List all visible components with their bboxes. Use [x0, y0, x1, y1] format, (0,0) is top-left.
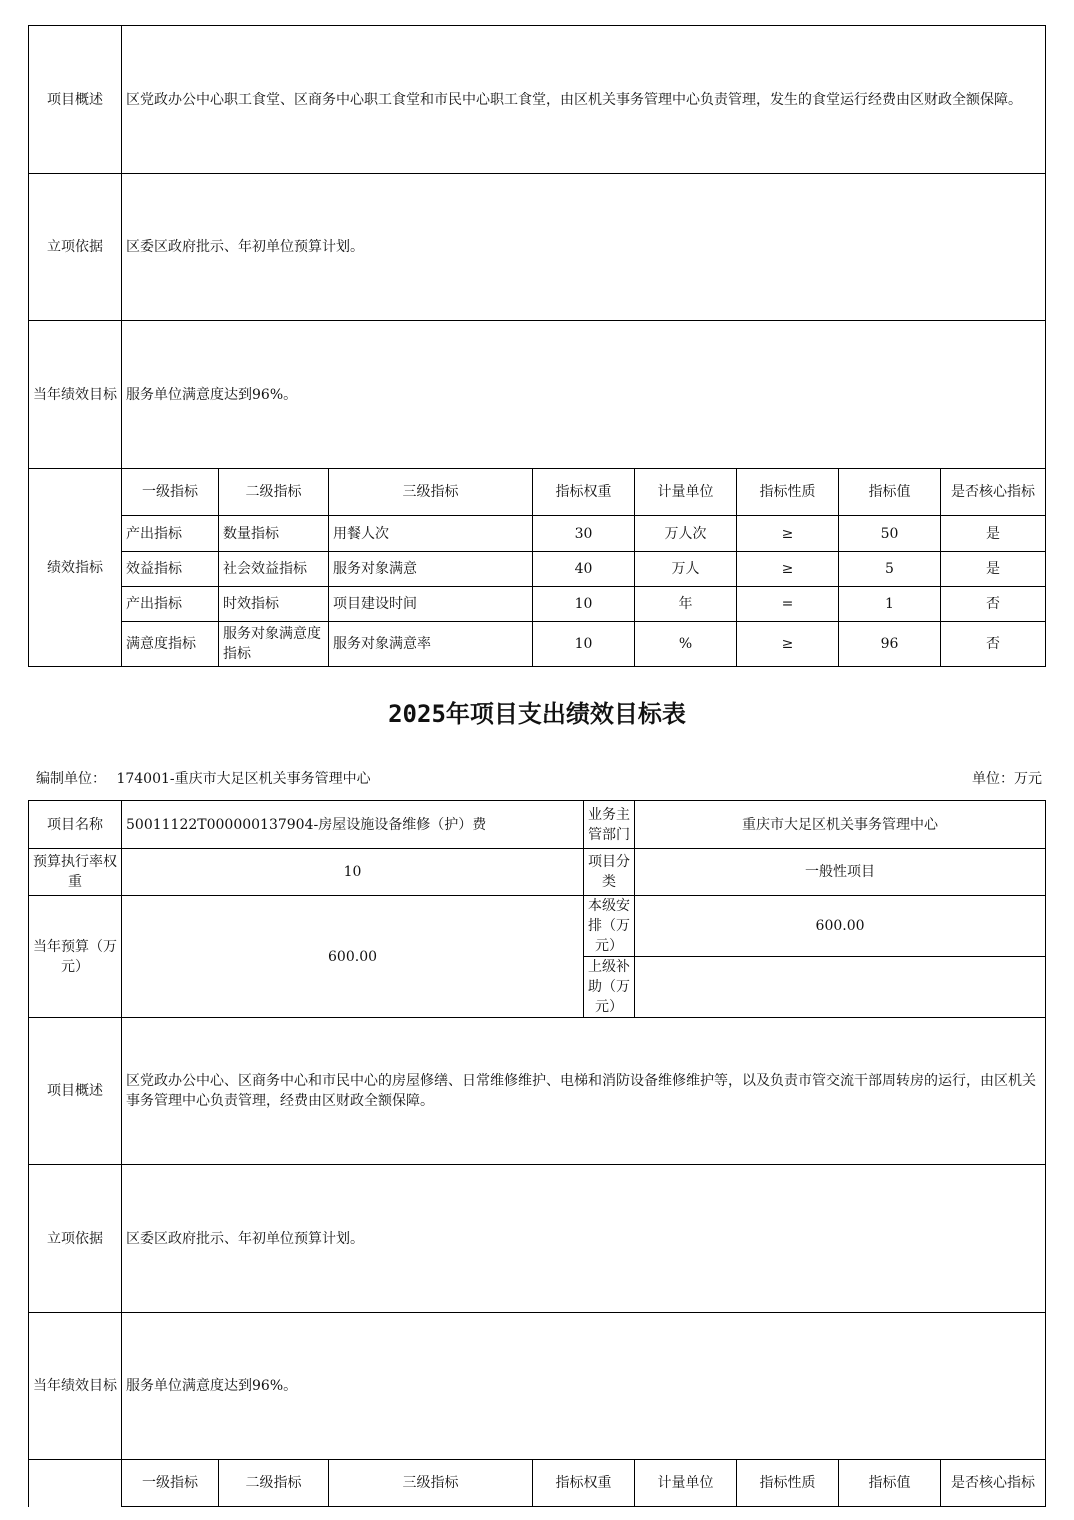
table-cell: 40	[533, 552, 635, 587]
header-cell: 指标性质	[737, 1460, 839, 1507]
table-cell: 服务对象满意	[329, 552, 533, 587]
goal-text: 服务单位满意度达到96%。	[122, 1313, 1046, 1460]
table-cell: 服务对象满意率	[329, 622, 533, 667]
table-cell: 产出指标	[122, 587, 219, 622]
table-cell: 产出指标	[122, 516, 219, 552]
table-cell: 数量指标	[219, 516, 329, 552]
compile-unit-label: 编制单位：	[36, 771, 106, 787]
header-cell: 指标值	[839, 469, 941, 516]
table-cell: 30	[533, 516, 635, 552]
header-cell: 三级指标	[329, 469, 533, 516]
header-cell: 指标权重	[533, 1460, 635, 1507]
indicators-label: 绩效指标	[29, 469, 122, 667]
upper-label: 上级补助（万元）	[584, 957, 635, 1018]
header-cell: 计量单位	[635, 1460, 737, 1507]
header-cell: 指标性质	[737, 469, 839, 516]
exec-weight-label: 预算执行率权重	[29, 849, 122, 896]
table-cell: 效益指标	[122, 552, 219, 587]
table-cell: ≥	[737, 552, 839, 587]
local-value: 600.00	[635, 896, 1046, 957]
table-cell: %	[635, 622, 737, 667]
upper-value	[635, 957, 1046, 1018]
table-cell: 服务对象满意度指标	[219, 622, 329, 667]
overview-label: 项目概述	[29, 26, 122, 174]
overview-text: 区党政办公中心职工食堂、区商务中心职工食堂和市民中心职工食堂，由区机关事务管理中心负责管理，发生的食堂运行经费由区财政全额保障。	[122, 26, 1046, 174]
budget-label: 当年预算（万元）	[29, 896, 122, 1018]
table-cell: ≥	[737, 516, 839, 552]
header-cell: 是否核心指标	[941, 1460, 1046, 1507]
header-cell: 计量单位	[635, 469, 737, 516]
header-cell: 一级指标	[122, 1460, 219, 1507]
name-label: 项目名称	[29, 801, 122, 849]
unit-line	[36, 768, 1042, 788]
table-block2	[28, 800, 1046, 1507]
table-cell: 是	[941, 552, 1046, 587]
table-cell: 50	[839, 516, 941, 552]
header-cell: 三级指标	[329, 1460, 533, 1507]
table-cell: 10	[533, 622, 635, 667]
table-cell: 年	[635, 587, 737, 622]
table-cell: 否	[941, 622, 1046, 667]
category-value: 一般性项目	[635, 849, 1046, 896]
header-cell: 二级指标	[219, 469, 329, 516]
goal-text: 服务单位满意度达到96%。	[122, 321, 1046, 469]
table-cell: 社会效益指标	[219, 552, 329, 587]
basis-label: 立项依据	[29, 1165, 122, 1313]
table-cell: 是	[941, 516, 1046, 552]
budget-value: 600.00	[122, 896, 584, 1018]
overview-text: 区党政办公中心、区商务中心和市民中心的房屋修缮、日常维修维护、电梯和消防设备维修维护等，以及负责市管交流干部周转房的运行，由区机关事务管理中心负责管理，经费由区财政全额保障。	[122, 1018, 1046, 1165]
category-label: 项目分类	[584, 849, 635, 896]
header-cell: 指标值	[839, 1460, 941, 1507]
goal-label: 当年绩效目标	[29, 1313, 122, 1460]
name-value: 50011122T000000137904-房屋设施设备维修（护）费	[122, 801, 584, 849]
table-cell: 96	[839, 622, 941, 667]
table-block1	[28, 25, 1046, 667]
goal-label: 当年绩效目标	[29, 321, 122, 469]
header-cell: 一级指标	[122, 469, 219, 516]
basis-text: 区委区政府批示、年初单位预算计划。	[122, 1165, 1046, 1313]
table-cell: 万人	[635, 552, 737, 587]
header-cell: 二级指标	[219, 1460, 329, 1507]
compile-unit-value: 174001-重庆市大足区机关事务管理中心	[116, 771, 371, 787]
unit-note: 单位：万元	[972, 771, 1042, 787]
table-cell: 否	[941, 587, 1046, 622]
table-cell: 万人次	[635, 516, 737, 552]
dept-value: 重庆市大足区机关事务管理中心	[635, 801, 1046, 849]
basis-text: 区委区政府批示、年初单位预算计划。	[122, 174, 1046, 321]
table-cell: 5	[839, 552, 941, 587]
basis-label: 立项依据	[29, 174, 122, 321]
overview-label: 项目概述	[29, 1018, 122, 1165]
header-cell: 是否核心指标	[941, 469, 1046, 516]
dept-label: 业务主管部门	[584, 801, 635, 849]
page-title: 2025年项目支出绩效目标表	[388, 700, 686, 728]
table-cell: 时效指标	[219, 587, 329, 622]
local-label: 本级安排（万元）	[584, 896, 635, 957]
table-cell: 满意度指标	[122, 622, 219, 667]
table-cell: =	[737, 587, 839, 622]
header-cell: 指标权重	[533, 469, 635, 516]
table-cell: 项目建设时间	[329, 587, 533, 622]
table-cell: 用餐人次	[329, 516, 533, 552]
table-cell: 1	[839, 587, 941, 622]
compile-unit	[36, 768, 371, 788]
exec-weight-value: 10	[122, 849, 584, 896]
table-cell: 10	[533, 587, 635, 622]
table-cell: ≥	[737, 622, 839, 667]
indicators-label-cell	[29, 1460, 122, 1507]
